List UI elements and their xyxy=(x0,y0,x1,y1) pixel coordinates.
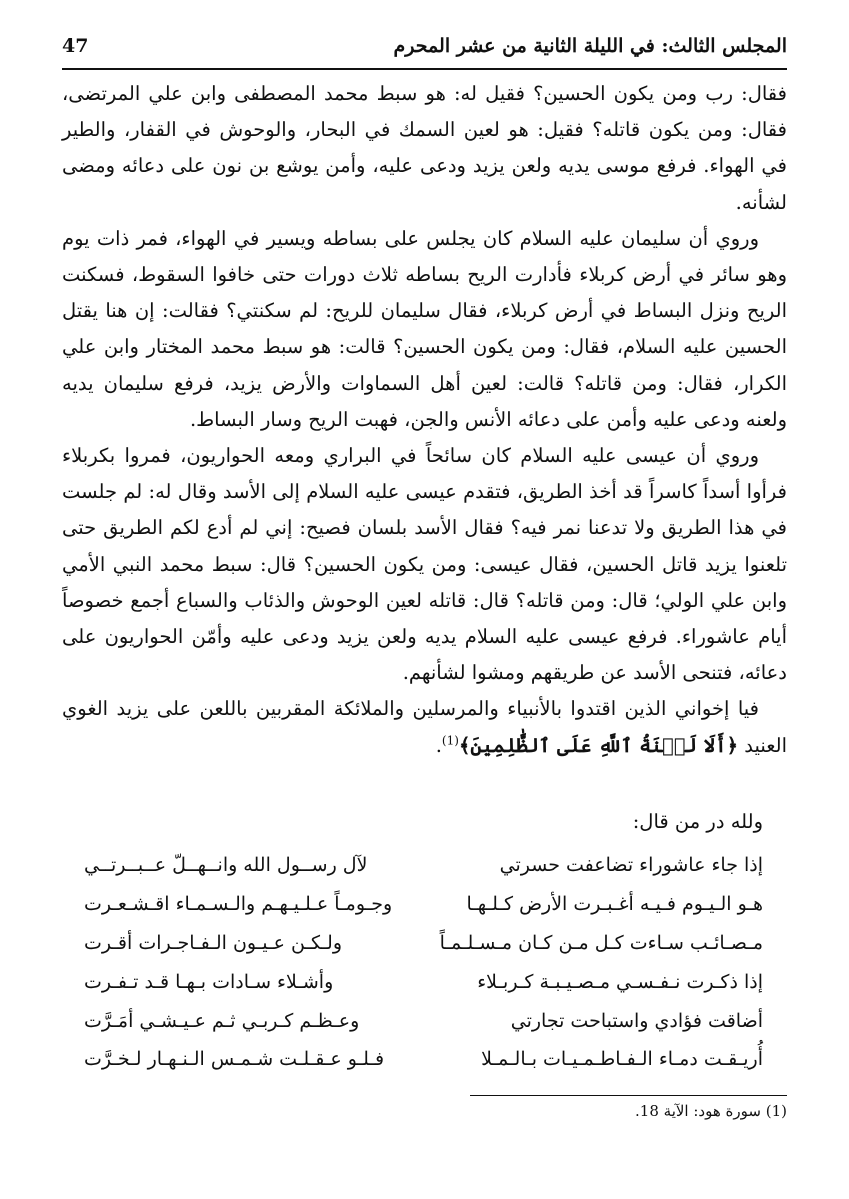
poem-verse xyxy=(62,1040,787,1079)
exhortation-end: . xyxy=(435,733,442,757)
poem-first-hemistich: مـصـائـب سـاءت كـل مـن كـان مـسـلـمـاً xyxy=(439,931,763,954)
paragraph-jesus: وروي أن عيسى عليه السلام كان سائحاً في البراري ومعه الحواريون، فمروا بكربلاء فرأوا أسداً كاسراً قد أخذ الطريق، فتقدم عيسى عليه السلام إلى الأسد وقال له: لم جلست في هذا الطريق ولا تدعنا نمر فيه؟ فقال الأسد بلسان فصيح: إني لم أدع لكم الطريق حتى تلعنوا يزيد قاتل الحسين، فقال عيسى: ومن يكون الحسين؟ قال: سبط محمد النبي الأمي وابن علي الولي؛ قال: ومن قاتله؟ قال: قاتله لعين الوحوش والذئاب والسباع أجمع خصوصاً أيام عاشوراء. فرفع عيسى عليه السلام يديه ولعن يزيد ودعى عليه وأمّن الحواريون على دعائه، فتنحى الأسد عن طريقهم ومشوا لشأنهم. xyxy=(62,444,787,685)
main-text xyxy=(62,76,787,764)
poem-intro: ولله در من قال: xyxy=(632,810,763,833)
poem-first-hemistich: أُريـقـت دمـاء الـفـاطـمـيـات بـالـمـلا xyxy=(481,1048,763,1071)
poem-first-hemistich: هـو الـيـوم فـيـه أغـبـرت الأرض كـلـهـا xyxy=(466,893,763,916)
footnote-rule xyxy=(470,1095,787,1096)
header-rule xyxy=(62,68,787,70)
poem-second-hemistich: فـلـو عـقـلـت شـمـس الـنـهـار لـخـرَّت xyxy=(84,1048,385,1071)
poem-verse xyxy=(62,885,787,924)
poem-verse xyxy=(62,1001,787,1040)
poem xyxy=(62,846,787,1079)
poem-second-hemistich: وأشـلاء سـادات بـهـا قـد تـفـرت xyxy=(84,970,334,993)
paragraph-solomon: وروي أن سليمان عليه السلام كان يجلس على بساطه ويسير في الهواء، فمر ذات يوم وهو سائر في أرض كربلاء فأدارت الريح بساطه ثلاث دورات حتى خافوا السقوط، فسكنت الريح ونزل البساط في أرض كربلاء، فقال سليمان للريح: لم سكنتي؟ فقالت: إن هنا يقتل الحسين عليه السلام، فقال: ومن يكون الحسين؟ قالت: هو سبط محمد المختار وابن علي الكرار، فقال: ومن قاتله؟ قالت: لعين أهل السماوات والأرض يزيد، فرفع سليمان يديه ولعنه ودعى عليه وأمن على دعائه الأنس والجن، فهبت الريح وسار البساط. xyxy=(62,226,787,431)
poem-second-hemistich: وعـظـم كـربـي ثـم عـيـشـي أمَـرَّت xyxy=(84,1009,360,1032)
paragraph-exhortation xyxy=(62,691,787,763)
footnote-number: (1) xyxy=(765,1102,787,1120)
poem-second-hemistich: وجـومـاً عـلـيـهـم والـسـمـاء اقـشـعـرت xyxy=(84,893,393,916)
poem-verse xyxy=(62,962,787,1001)
poem-second-hemistich: ولـكـن عـيـون الـفـاجـرات أقـرت xyxy=(84,931,343,954)
footnote xyxy=(635,1102,787,1120)
quran-verse: ﴿أَلَا لَعۡنَةُ ٱللَّهِ عَلَى ٱلظَّٰلِمِينَ﴾ xyxy=(458,733,739,757)
footnote-ref: (1) xyxy=(441,733,459,748)
exhortation-text: فيا إخواني الذين اقتدوا بالأنبياء والمرسلين والملائكة المقربين باللعن على يزيد الغوي العنيد xyxy=(62,697,787,757)
running-header xyxy=(62,28,787,64)
chapter-title: المجلس الثالث: في الليلة الثانية من عشر المحرم xyxy=(393,35,787,57)
poem-first-hemistich: إذا ذكـرت نـفـسـي مـصـيـبـة كـربـلاء xyxy=(477,970,763,993)
page-number: 47 xyxy=(62,35,89,57)
poem-verse xyxy=(62,846,787,885)
paragraph-moses: فقال: رب ومن يكون الحسين؟ فقيل له: هو سبط محمد المصطفى وابن علي المرتضى، فقال: ومن يكون قاتله؟ فقيل: هو لعين السمك في البحار، والوحوش في القفار، والطير في الهواء. فرفع موسى يديه ولعن يزيد ودعى عليه، وأمن يوشع بن نون على دعائه ومضى لشأنه. xyxy=(62,82,787,214)
poem-second-hemistich: لآل رســول الله وانــهــلّ عــبــرتــي xyxy=(84,854,368,877)
poem-first-hemistich: إذا جاء عاشوراء تضاعفت حسرتي xyxy=(499,854,763,877)
poem-first-hemistich: أضاقت فؤادي واستباحت تجارتي xyxy=(510,1009,763,1032)
footnote-text: سورة هود: الآية 18. xyxy=(635,1102,761,1120)
poem-verse xyxy=(62,924,787,963)
